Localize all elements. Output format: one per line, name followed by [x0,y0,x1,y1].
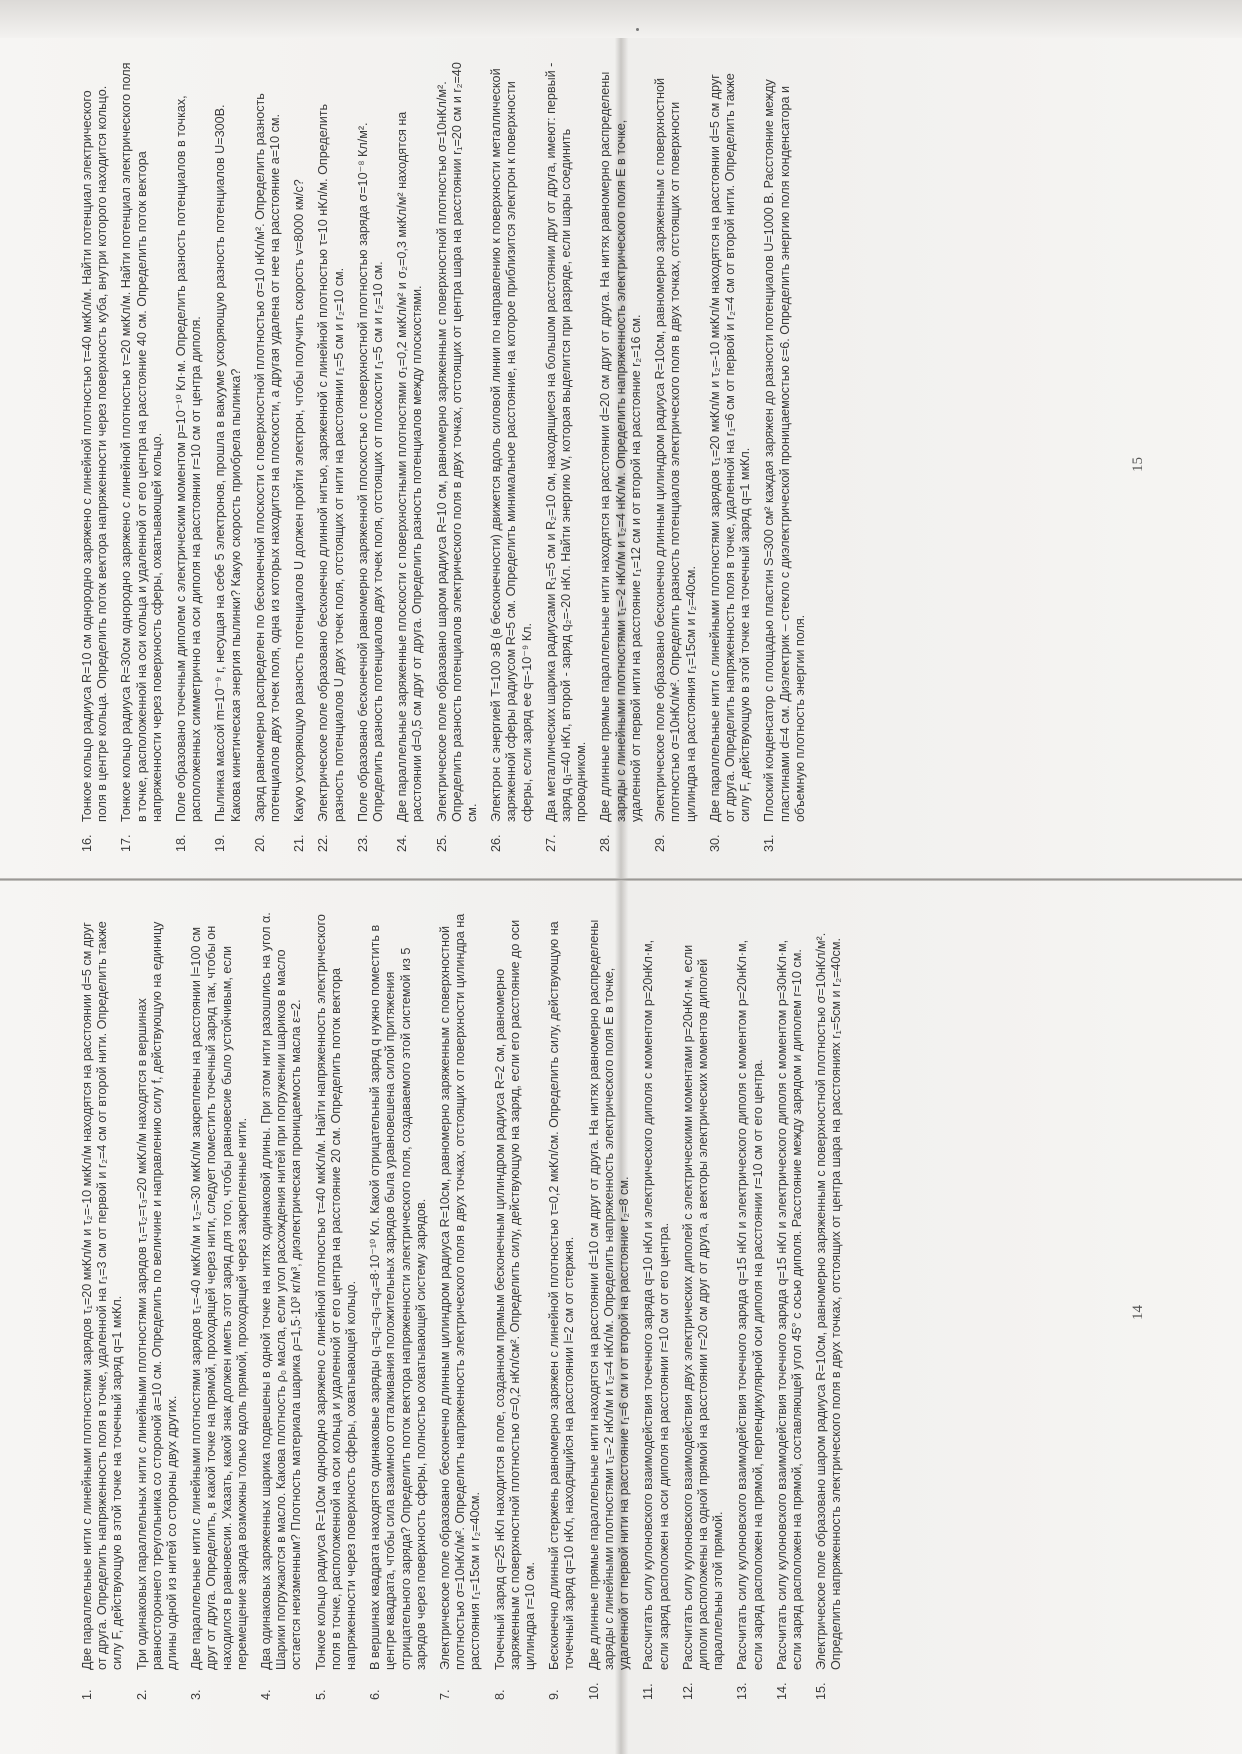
problem-text: Два металлических шарика радиусами R₁=5 см и R₂=10 см, находящиеся на большом расстоянии друг от друга, имеют: первый - заряд q₁=40 нКл, второй - заряд q₂=-20 нКл. Найти энергию W, которая выделится при разряде, если шары соединить проводником. [543,62,589,822]
problem-item [544,62,590,852]
problem-text: Пылинка массой m=10⁻⁹ г, несущая на себе 5 электронов, прошла в вакууме ускоряющую разность потенциалов U=300В. Какова кинетическая энергия пылинки? Какую скорость приобрела пылинка? [213,104,243,822]
problem-item [641,910,671,1700]
problem-number: 27. [543,834,558,852]
problem-item [253,62,283,852]
problem-text: Две параллельные нити с линейными плотностями зарядов τ₁=20 мкКл/м и τ₂=-10 мкКл/м находятся на расстоянии d=5 см друг от друга. Определить напряженность поля в точке, удаленной на r₁=6 см от первой и r₂=4 см от второй нити. Определить также силу F, действующую в этой точке на точечный заряд q=1 мкКл. [707,73,753,822]
problem-text: Плоский конденсатор с площадью пластин S=300 см² каждая заряжен до разности потенциалов U=1000 В. Расстояние между пластинами d=4 см. Диэлектрик – стекло с диэлектрической проницаемостью ε=6. Определить энергию поля конденсатора и объемную плотность энергии поля. [762,79,807,822]
problem-item [174,62,204,852]
problem-text: Две параллельные заряженные плоскости с поверхностными плотностями σ₁=0,2 мкКл/м² и σ₂=0,3 мкКл/м² находятся на расстоянии d=0,5 см друг от друга. Определить разность потенциалов между плоскостями. [395,111,425,822]
problem-item [80,910,126,1700]
problem-number: 31. [762,834,777,852]
problem-item [814,910,844,1700]
scan-speck [636,28,639,31]
problem-number: 17. [119,834,134,852]
problem-number: 3. [189,1689,204,1700]
problem-number: 2. [134,1689,149,1700]
problem-text: Две длинные прямые параллельные нити находятся на расстоянии d=10 см друг от друга. На нитях равномерно распределены заряды с линейными плотностями τ₁=-2 нКл/м и τ₂=4 нКл/м. Определить напряженность электрического поля E в точке, удаленной от первой нити на расстояние r₁=6 см и от второй на расстояние r₂=8 см. [586,919,632,1670]
problem-item [80,62,110,852]
problem-item [775,910,805,1700]
problem-number: 15. [814,1682,829,1700]
page-15 [80,62,1160,852]
problem-item [735,910,765,1700]
problem-number: 19. [213,834,228,852]
problem-text: Поле образовано бесконечной равномерно заряженной плоскостью с поверхностной плотностью заряда σ=10⁻⁸ Кл/м². Определить разность потенциалов двух точек поля, отстоящих от плоскости r₁=5 см и r₂=10 см. [355,122,386,822]
problem-text: Поле образовано точечным диполем с электрическим моментом p=10⁻¹⁰ Кл·м. Определить разность потенциалов в точках, расположенных симметрично на оси диполя на расстоянии r=10 см от центра диполя. [174,95,204,822]
problem-number: 21. [292,834,307,852]
problem-number: 29. [653,834,668,852]
problem-text: Рассчитать силу кулоновского взаимодействия точечного заряда q=15 нКл и электрического диполя с моментом p=20нКл·м, если заряд расположен на прямой, перпендикулярной оси диполя на расстоянии r=10 см от его центра. [735,939,765,1670]
problem-text: Рассчитать силу кулоновского взаимодействия двух электрических диполей с электрическими моментами p=20нКл·м, если диполи расположены на одной прямой на расстоянии r=20 см друг от друга, а векторы электрических моментов диполей параллельны этой прямой. [680,944,726,1670]
page-14 [80,910,1160,1700]
problem-text: Электрическое поле образовано шаром радиуса R=10 см, равномерно заряженным с поверхностной плотностью σ=10нКл/м². Определить разность потенциалов электрического поля в двух точках, отстоящих от центра шара на расстоянии r₁=20 см и r₂=40 см. [434,62,480,822]
problem-number: 12. [680,1682,695,1700]
problem-item [292,62,307,852]
problem-number: 8. [492,1689,507,1700]
problem-item [316,62,346,852]
scan-top-edge [0,0,1242,38]
problem-number: 7. [438,1689,453,1700]
problem-text: Две длинные прямые параллельные нити находятся на расстоянии d=20 см друг от друга. На нитях равномерно распределены заряды с линейными плотностями τ₁=-2 нКл/м и τ₂=4 нКл/м. Определить напряженность электрического поля E в точке, удаленной от первой нити на расстояние r₁=12 см и от второй на расстояние r₂=16 см. [598,71,643,822]
problem-number: 1. [80,1689,94,1700]
problem-text: Электрическое поле образовано бесконечно длинным цилиндром радиуса R=10см, равномерно заряженным с поверхностной плотностью σ=10нКл/м². Определить напряженность электрического поля в двух точках, отстоящих от поверхности цилиндра на расстояния r₁=15см и r₂=40см. [438,913,483,1670]
problem-number: 20. [252,834,267,852]
problem-text: Три одинаковых параллельных нити с линейными плотностями зарядов τ₁=τ₂=τ₃=20 мкКл/м находятся в вершинах равностороннего треугольника со стороной a=10 см. Определить по величине и направлению силу f, действующую на единицу длины одной из нитей со стороны двух других. [134,921,180,1670]
problem-text: Рассчитать силу кулоновского взаимодействия точечного заряда q=15 нКл и электрического диполя с моментом p=30нКл·м, если заряд расположен на прямой, составляющей угол 45° с осью диполя. Расстояние между зарядом и диполем r=10 см. [774,939,804,1670]
problem-item [368,910,429,1700]
problem-item [653,62,699,852]
problem-number: 22. [316,834,331,852]
problem-text: Электрон с энергией T=100 эВ (в бесконечности) движется вдоль силовой линии по направлению к поверхности металлической заряженной сферы радиусом R=5 см. Определить минимальное расстояние, на которое приблизится электрон к поверхности сферы, если заряд ее q=-10⁻⁹ Кл. [489,68,534,822]
problem-item [395,62,425,852]
problem-item [438,910,484,1700]
problem-number: 6. [368,1689,383,1700]
problem-number: 9. [547,1689,562,1700]
problem-text: Тонкое кольцо радиуса R=10см однородно заряжено с линейной плотностью τ=40 мкКл/м. Найти напряженность электрического поля в точке, расположенной на оси кольца и удаленной от его центра на расстояние 20 см. Определить поток вектора напряженности через поверхность сферы, охватывающей кольцо. [313,914,359,1670]
problem-text: Рассчитать силу кулоновского взаимодействия точечного заряда q=10 нКл и электрического диполя с моментом p=20нКл·м, если заряд расположен на оси диполя на расстоянии r=10 см от его центра. [641,939,671,1670]
problem-item [493,910,539,1700]
problem-text: Тонкое кольцо радиуса R=30см однородно заряжено с линейной плотностью τ=20 мкКл/м. Найти потенциал электрического поля в точке, расположенной на оси кольца и удаленной от его центра на расстояние 40 см. Определить поток вектора напряженности через поверхность сферы, охватывающей кольцо. [119,62,164,822]
problem-number: 30. [707,834,722,852]
problem-text: Две параллельные нити с линейными плотностями зарядов τ₁=20 мкКл/м и τ₂=-10 мкКл/м находятся на расстоянии d=5 см друг от друга. Определить напряженность поля в точке, удаленной на r₁=3 см от первой и r₂=4 см от второй нити. Определить также силу F, действующую в этой точке на точечный заряд q=1 мкКл. [80,921,125,1670]
problem-item [681,910,727,1700]
page-fold [0,878,1242,881]
problem-text: Два одинаковых заряженных шарика подвешены в одной точке на нитях одинаковой длины. При этом нити разошлись на угол α. Шарики погружаются в масло. Какова плотность ρ₀ масла, если угол расхождения нитей при погружении шариков в масло остается неизменным? Плотность материала шарика ρ=1,5·10³ кг/м³, диэлектрическая проницаемость масла ε=2. [259,912,304,1670]
problem-text: Две параллельные нити с линейными плотностями зарядов τ₁=-40 мкКл/м и τ₂=-30 мкКл/м закреплены на расстоянии l=100 см друг от друга. Определить, в какой точке на прямой, проходящей через нити, следует поместить точечный заряд так, чтобы он находился в равновесии. Указать, какой знак должен иметь этот заряд для того, чтобы равновесие было устойчивым, если перемещение заряда возможны только вдоль прямой, проходящей через закрепленные нити. [189,925,249,1670]
problem-item [762,62,808,852]
page-number-left: 14 [1130,1305,1146,1320]
problem-text: Электрическое поле образовано бесконечно длинным цилиндром радиуса R=10см, равномерно заряженным с поверхностной плотностью σ=10нКл/м². Определить разность потенциалов электрического поля в двух точках, отстоящих от поверхности цилиндра на расстояния r₁=15см и r₂=40см. [653,77,698,822]
problem-number: 23. [355,834,370,852]
problem-text: Какую ускоряющую разность потенциалов U должен пройти электрон, чтобы получить скорость v=8000 км/с? [292,179,307,822]
problem-item [213,62,243,852]
problem-text: Тонкое кольцо радиуса R=10 см однородно заряжено с линейной плотностью τ=40 мкКл/м. Найти потенциал электрического поля в центре кольца. Определить поток вектора напряженности через поверхность куба, внутри которого находится кольцо. [80,85,110,822]
problem-item [598,62,644,852]
problem-number: 11. [641,1683,656,1700]
problem-item [435,62,481,852]
problem-text: Электрическое поле образовано бесконечно длинной нитью, заряженной с линейной плотностью τ=10 нКл/м. Определить разность потенциалов U двух точек поля, отстоящих от нити на расстоянии r₁=5 см и r₂=10 см. [316,103,346,822]
problem-list-right [80,62,808,852]
problem-item [708,62,754,852]
problem-number: 13. [735,1682,750,1700]
page-number-right: 15 [1130,457,1146,472]
problem-number: 25. [434,834,449,852]
problem-number: 10. [586,1682,601,1700]
problem-item [135,910,181,1700]
problem-number: 16. [80,834,94,852]
problem-list-left [80,910,845,1700]
problem-item [587,910,633,1700]
problem-number: 18. [174,834,189,852]
problem-number: 26. [489,834,504,852]
problem-text: Заряд равномерно распределен по бесконечной плоскости с поверхностной плотностью σ=10 нКл/м². Определить разность потенциалов двух точек поля, одна из которых находится на плоскости, а другая удалена от нее на расстояние a=10 см. [252,93,283,822]
problem-text: Электрическое поле образовано шаром радиуса R=10см, равномерно заряженным с поверхностной плотностью σ=10нКл/м². Определить напряженность электрического поля в двух точках, отстоящих от центра шара на расстояниях r₁=5см и r₂=40см. [814,932,844,1670]
problem-item [356,62,386,852]
problem-item [489,62,535,852]
problem-number: 28. [598,834,613,852]
problem-number: 14. [774,1682,789,1700]
problem-text: В вершинах квадрата находятся одинаковые заряды q₁=q₂=q₃=q₄=8·10⁻¹⁰ Кл. Какой отрицательный заряд q нужно поместить в центре квадрата, чтобы сила взаимного отталкивания положительных зарядов была уравновешена силой притяжения отрицательного заряда? Определить поток вектора напряженности электрического поля, создаваемого этой системой из 5 зарядов через поверхность сферы, полностью охватывающей систему зарядов. [368,924,428,1670]
problem-item [547,910,577,1700]
problem-text: Точечный заряд q=25 нКл находится в поле, созданном прямым бесконечным цилиндром радиуса R=2 см, равномерно заряженным с поверхностной плотностью σ=0,2 нКл/см². Определить силу, действующую на заряд, если его расстояние до оси цилиндра r=10 см. [492,919,538,1670]
problem-text: Бесконечно длинный стержень равномерно заряжен с линейной плотностью τ=0,2 мкКл/см. Определить силу, действующую на точечный заряд q=10 нКл, находящийся на расстоянии l=2 см от стержня. [547,921,577,1670]
problem-item [259,910,305,1700]
problem-number: 5. [313,1689,328,1700]
problem-number: 24. [395,834,410,852]
problem-item [314,910,360,1700]
problem-item [189,910,250,1700]
problem-number: 4. [259,1689,274,1700]
problem-item [119,62,165,852]
